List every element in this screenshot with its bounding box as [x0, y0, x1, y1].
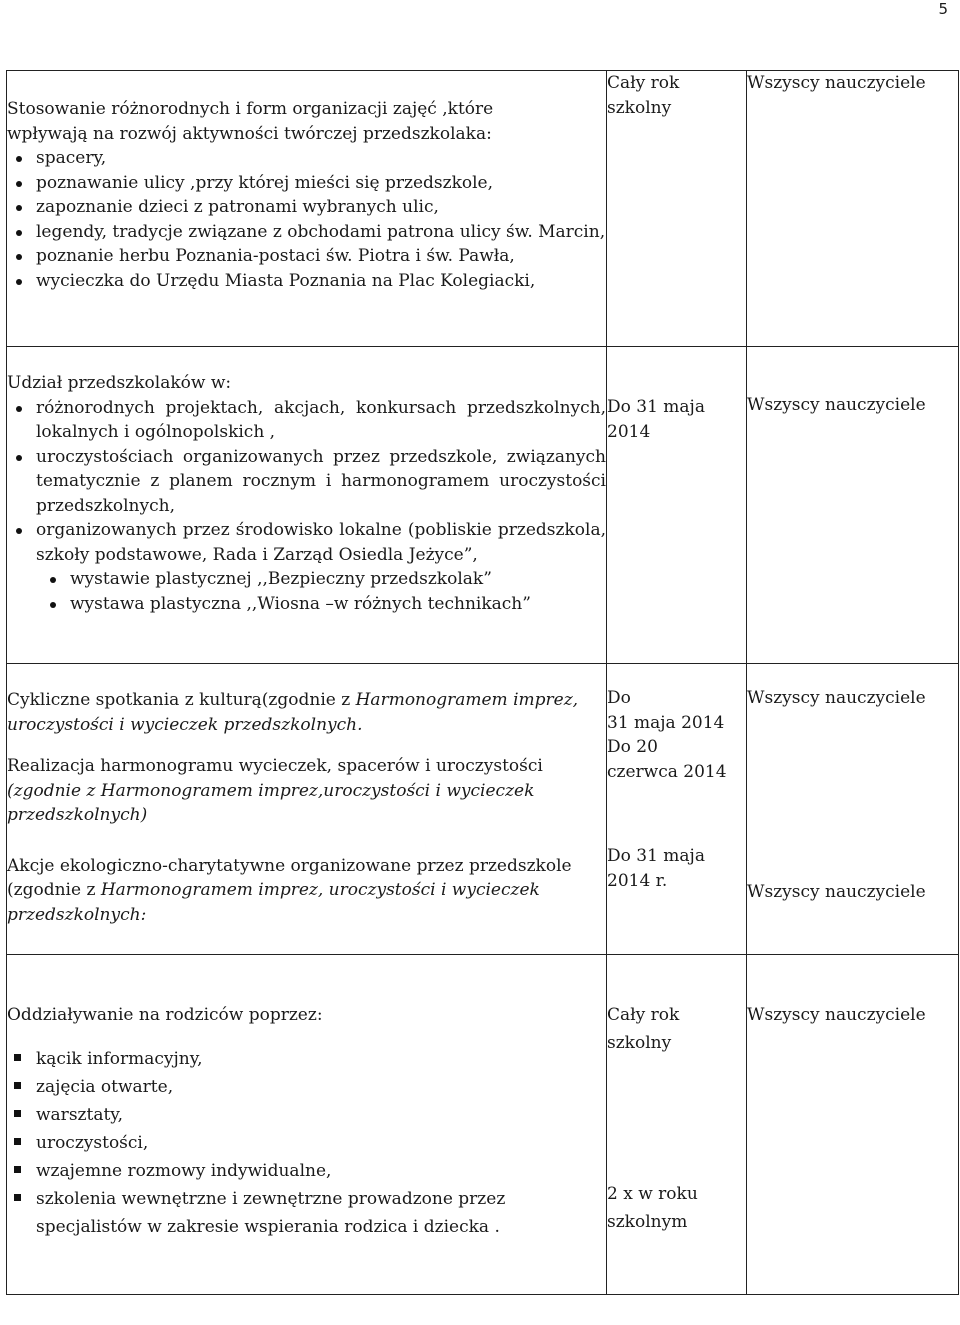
list-item: szkolenia wewnętrzne i zewnętrzne prowadzone przez specjalistów w zakresie wspierania rodzica i dziecka .: [7, 1185, 606, 1241]
term-text: Do 31 maja: [607, 397, 705, 417]
task-text-italic: Harmonogramem imprez, uroczystości i wycieczek przedszkolnych:: [7, 880, 540, 925]
term-cell: [607, 71, 747, 347]
responsible-text: Wszyscy nauczyciele: [747, 1005, 926, 1025]
task-cell: [7, 347, 607, 664]
term-text: 31 maja 2014: [607, 712, 725, 733]
responsible-cell: [747, 955, 959, 1295]
page-number: 5: [938, 0, 948, 18]
term-text: szkolny: [607, 97, 672, 118]
table-row: [7, 955, 959, 1295]
responsible-cell: [747, 664, 959, 955]
list-item: warsztaty,: [7, 1101, 606, 1129]
term-text: Do: [607, 688, 631, 708]
term-text: szkolny: [607, 1033, 672, 1053]
list-item: wycieczka do Urzędu Miasta Poznania na Plac Kolegiacki,: [7, 269, 606, 294]
task-cell: [7, 664, 607, 955]
responsible-cell: [747, 71, 959, 347]
bullet-list: [7, 396, 606, 617]
list-item: różnorodnych projektach, akcjach, konkursach przedszkolnych, lokalnych i ogólnopolskich ,: [7, 396, 606, 445]
sub-list-item: wystawa plastyczna ,,Wiosna –w różnych technikach”: [7, 592, 606, 617]
list-item: zajęcia otwarte,: [7, 1073, 606, 1101]
term-text: 2014 r.: [607, 870, 668, 891]
bullet-list: [7, 146, 606, 293]
task-intro-line: Oddziaływanie na rodziców poprzez:: [7, 1005, 323, 1025]
task-text: Akcje ekologiczno-charytatywne organizowane przez przedszkole (zgodnie z: [7, 855, 572, 900]
term-text: Do 20: [607, 737, 658, 757]
responsible-text: Wszyscy nauczyciele: [747, 73, 926, 93]
list-item: legendy, tradycje związane z obchodami patrona ulicy św. Marcin,: [7, 220, 606, 245]
task-paragraph: [7, 754, 606, 828]
task-text-italic: (zgodnie z Harmonogramem imprez,uroczystości i wycieczek przedszkolnych): [7, 780, 535, 825]
list-item: zapoznanie dzieci z patronami wybranych ulic,: [7, 195, 606, 220]
task-text: Realizacja harmonogramu wycieczek, spacerów i uroczystości: [7, 756, 543, 776]
list-item: kącik informacyjny,: [7, 1045, 606, 1073]
list-item: poznawanie ulicy ,przy której mieści się przedszkole,: [7, 171, 606, 196]
term-cell: [607, 955, 747, 1295]
list-item: uroczystości,: [7, 1129, 606, 1157]
list-item: uroczystościach organizowanych przez przedszkole, związanych tematycznie z planem rocznym i harmonogramem uroczystości przedszkolnych,: [7, 445, 606, 519]
term-text: 2 x w roku: [607, 1184, 698, 1204]
term-cell: [607, 664, 747, 955]
list-item: wzajemne rozmowy indywidualne,: [7, 1157, 606, 1185]
task-text: Cykliczne spotkania z kulturą(zgodnie z: [7, 690, 356, 710]
list-item: organizowanych przez środowisko lokalne (pobliskie przedszkola, szkoły podstawowe, Rada i Zarząd Osiedla Jeżyce”,: [7, 518, 606, 567]
responsible-text: Wszyscy nauczyciele: [747, 395, 926, 415]
term-cell: [607, 347, 747, 664]
table-row: [7, 71, 959, 347]
task-text-italic: Harmonogramem imprez, uroczystości i wycieczek przedszkolnych.: [7, 690, 579, 735]
term-text: Cały rok: [607, 1005, 680, 1025]
task-cell: [7, 71, 607, 347]
task-intro-line: Udział przedszkolaków w:: [7, 373, 232, 393]
responsible-text: Wszyscy nauczyciele: [747, 688, 926, 708]
plan-table: [6, 70, 959, 1295]
sub-list-item: wystawie plastycznej ,,Bezpieczny przedszkolak”: [7, 567, 606, 592]
term-text: szkolnym: [607, 1212, 688, 1232]
task-paragraph: [7, 854, 606, 928]
term-text: czerwca 2014: [607, 761, 727, 782]
task-intro-line: Stosowanie różnorodnych i form organizacji zajęć ,które: [7, 99, 494, 119]
task-cell: [7, 955, 607, 1295]
list-item: spacery,: [7, 146, 606, 171]
responsible-cell: [747, 347, 959, 664]
term-text: 2014: [607, 421, 651, 442]
term-text: Do 31 maja: [607, 846, 705, 866]
table-row: [7, 347, 959, 664]
table-row: [7, 664, 959, 955]
task-paragraph: [7, 688, 606, 737]
term-text: Cały rok: [607, 73, 680, 93]
bullet-list: [7, 1045, 606, 1241]
task-intro-line: wpływają na rozwój aktywności twórczej przedszkolaka:: [7, 123, 492, 144]
list-item: poznanie herbu Poznania-postaci św. Piotra i św. Pawła,: [7, 244, 606, 269]
responsible-text: Wszyscy nauczyciele: [747, 881, 926, 902]
